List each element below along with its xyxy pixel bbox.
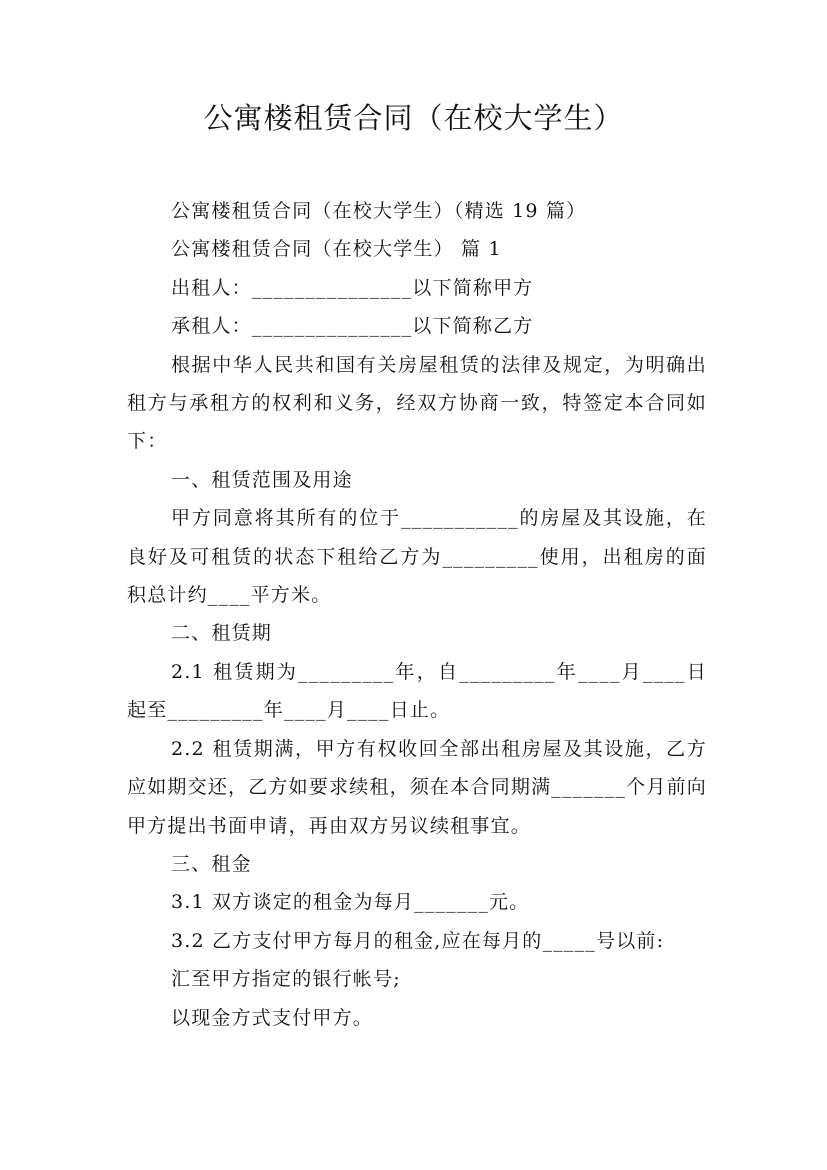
paragraph-chapter-heading: 公寓楼租赁合同（在校大学生） 篇 1 [171,238,502,261]
paragraph-subtitle: 公寓楼租赁合同（在校大学生）（精选 19 篇） [171,200,587,222]
section-heading-scope: 一、租赁范围及用途 [171,468,353,491]
paragraph-rent-cash: 以现金方式支付甲方。 [171,1006,374,1029]
section-heading-term: 二、租赁期 [171,622,273,645]
paragraph-term-2-2: 2.2 租赁期满，甲方有权收回全部出租房屋及其设施，乙方应如期交还，乙方如要求续租，须在本合同期满_______个月前向甲方提出书面申请，再由双方另议续租事宜。 [127,737,707,837]
paragraph-lessor: 出租人：_______________以下简称甲方 [171,276,534,299]
document-title: 公寓楼租赁合同（在校大学生） [203,101,624,135]
paragraph-preamble: 根据中华人民共和国有关房屋租赁的法律及规定，为明确出租方与承租方的权利和义务，经双方协商一致，特签定本合同如下： [127,353,707,453]
paragraph-rent-bank: 汇至甲方指定的银行帐号; [171,968,401,991]
paragraph-rent-3-2: 3.2 乙方支付甲方每月的租金,应在每月的_____号以前: [171,929,665,952]
paragraph-lessee: 承租人：_______________以下简称乙方 [171,315,534,338]
paragraph-term-2-1: 2.1 租赁期为_________年，自_________年____月____日起至_________年____月____日止。 [127,660,707,722]
paragraph-rent-3-1: 3.1 双方谈定的租金为每月_______元。 [171,891,530,914]
document-body [127,192,707,1037]
section-heading-rent: 三、租金 [171,852,252,875]
paragraph-scope: 甲方同意将其所有的位于___________的房屋及其设施，在良好及可租赁的状态下租给乙方为_________使用，出租房的面积总计约____平方米。 [127,507,707,607]
